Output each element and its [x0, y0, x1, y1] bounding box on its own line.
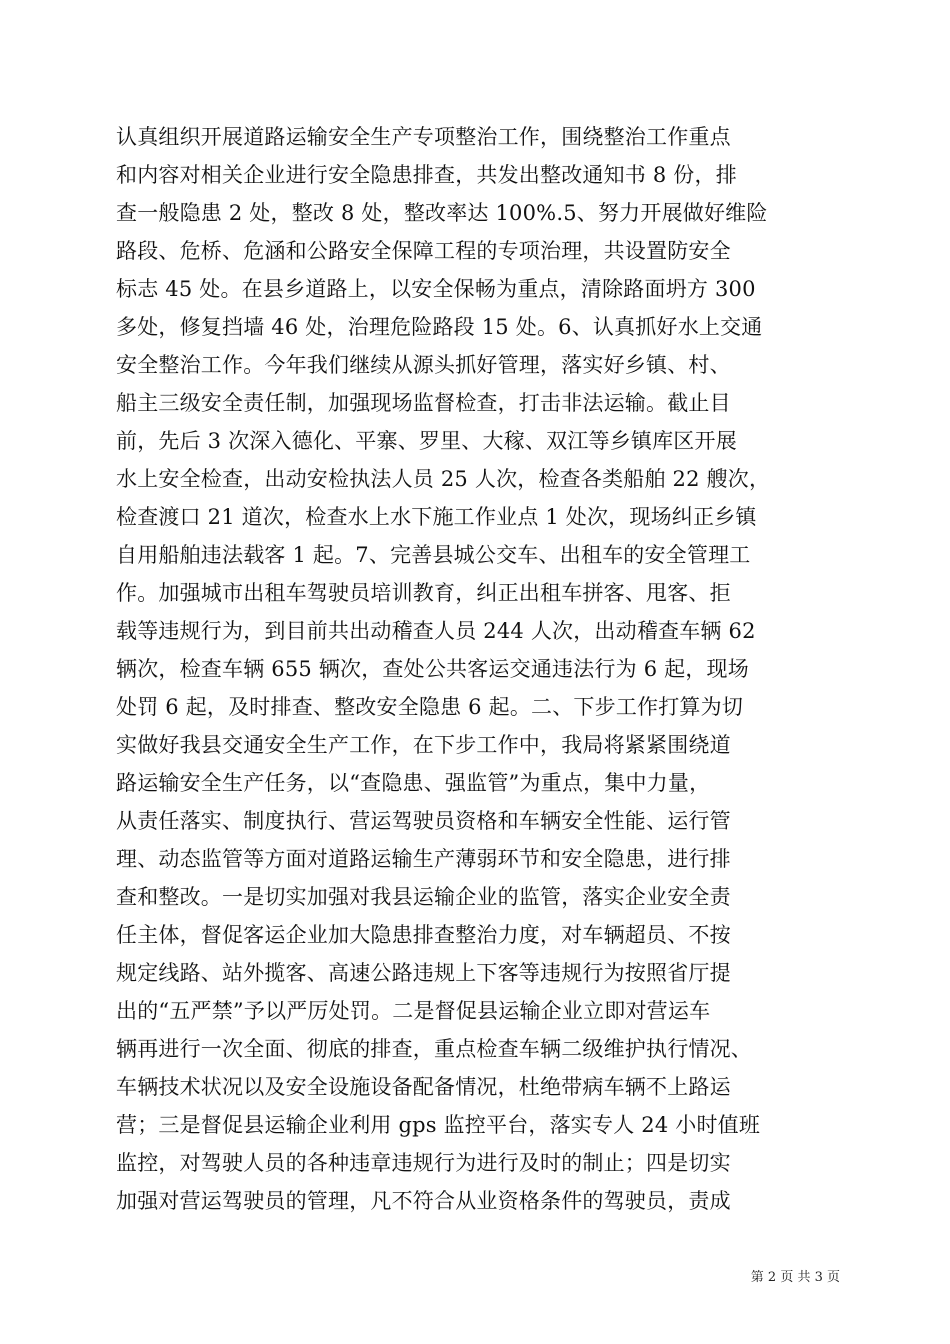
text-line: 规定线路、站外揽客、高速公路违规上下客等违规行为按照省厅提 — [116, 961, 731, 985]
text-line: 监控，对驾驶人员的各种违章违规行为进行及时的制止；四是切实 — [116, 1151, 731, 1175]
text-line: 检查渡口 21 道次，检查水上水下施工作业点 1 处次，现场纠正乡镇 — [116, 505, 757, 529]
text-line: 水上安全检查，出动安检执法人员 25 人次，检查各类船舶 22 艘次， — [116, 467, 771, 491]
text-line: 出的“五严禁”予以严厉处罚。二是督促县运输企业立即对营运车 — [116, 999, 711, 1023]
text-line: 多处，修复挡墙 46 处，治理危险路段 15 处。6、认真抓好水上交通 — [116, 315, 763, 339]
text-line: 实做好我县交通安全生产工作，在下步工作中，我局将紧紧围绕道 — [116, 733, 731, 757]
text-line: 载等违规行为，到目前共出动稽查人员 244 人次，出动稽查车辆 62 — [116, 619, 756, 643]
text-line: 前，先后 3 次深入德化、平寨、罗里、大稼、双江等乡镇库区开展 — [116, 429, 737, 453]
text-line: 查和整改。一是切实加强对我县运输企业的监管，落实企业安全责 — [116, 885, 731, 909]
page-number-footer: 第 2 页 共 3 页 — [750, 1270, 840, 1285]
body-text — [116, 118, 836, 1220]
text-line: 车辆技术状况以及安全设施设备配备情况，杜绝带病车辆不上路运 — [116, 1075, 731, 1099]
text-line: 辆次，检查车辆 655 辆次，查处公共客运交通违法行为 6 起，现场 — [116, 657, 749, 681]
text-line: 自用船舶违法载客 1 起。7、完善县城公交车、出租车的安全管理工 — [116, 543, 751, 567]
text-line: 理、动态监管等方面对道路运输生产薄弱环节和安全隐患，进行排 — [116, 847, 731, 871]
text-line: 作。加强城市出租车驾驶员培训教育，纠正出租车拼客、甩客、拒 — [116, 581, 731, 605]
text-line: 辆再进行一次全面、彻底的排查，重点检查车辆二级维护执行情况、 — [116, 1037, 752, 1061]
text-line: 船主三级安全责任制，加强现场监督检查，打击非法运输。截止目 — [116, 391, 731, 415]
text-line: 查一般隐患 2 处，整改 8 处，整改率达 100%.5、努力开展做好维险 — [116, 201, 768, 225]
text-line: 营；三是督促县运输企业利用 gps 监控平台，落实专人 24 小时值班 — [116, 1113, 761, 1137]
text-line: 认真组织开展道路运输安全生产专项整治工作，围绕整治工作重点 — [116, 125, 731, 149]
text-line: 从责任落实、制度执行、营运驾驶员资格和车辆安全性能、运行管 — [116, 809, 731, 833]
text-line: 标志 45 处。在县乡道路上，以安全保畅为重点，清除路面坍方 300 — [116, 277, 756, 301]
text-line: 和内容对相关企业进行安全隐患排查，共发出整改通知书 8 份，排 — [116, 163, 737, 187]
text-line: 安全整治工作。今年我们继续从源头抓好管理，落实好乡镇、村、 — [116, 353, 731, 377]
text-line: 路段、危桥、危涵和公路安全保障工程的专项治理，共设置防安全 — [116, 239, 731, 263]
text-line: 路运输安全生产任务，以“查隐患、强监管”为重点，集中力量， — [116, 771, 711, 795]
text-line: 处罚 6 起，及时排查、整改安全隐患 6 起。二、下步工作打算为切 — [116, 695, 744, 719]
text-line: 任主体，督促客运企业加大隐患排查整治力度，对车辆超员、不按 — [116, 923, 731, 947]
text-line: 加强对营运驾驶员的管理，凡不符合从业资格条件的驾驶员，责成 — [116, 1189, 731, 1213]
